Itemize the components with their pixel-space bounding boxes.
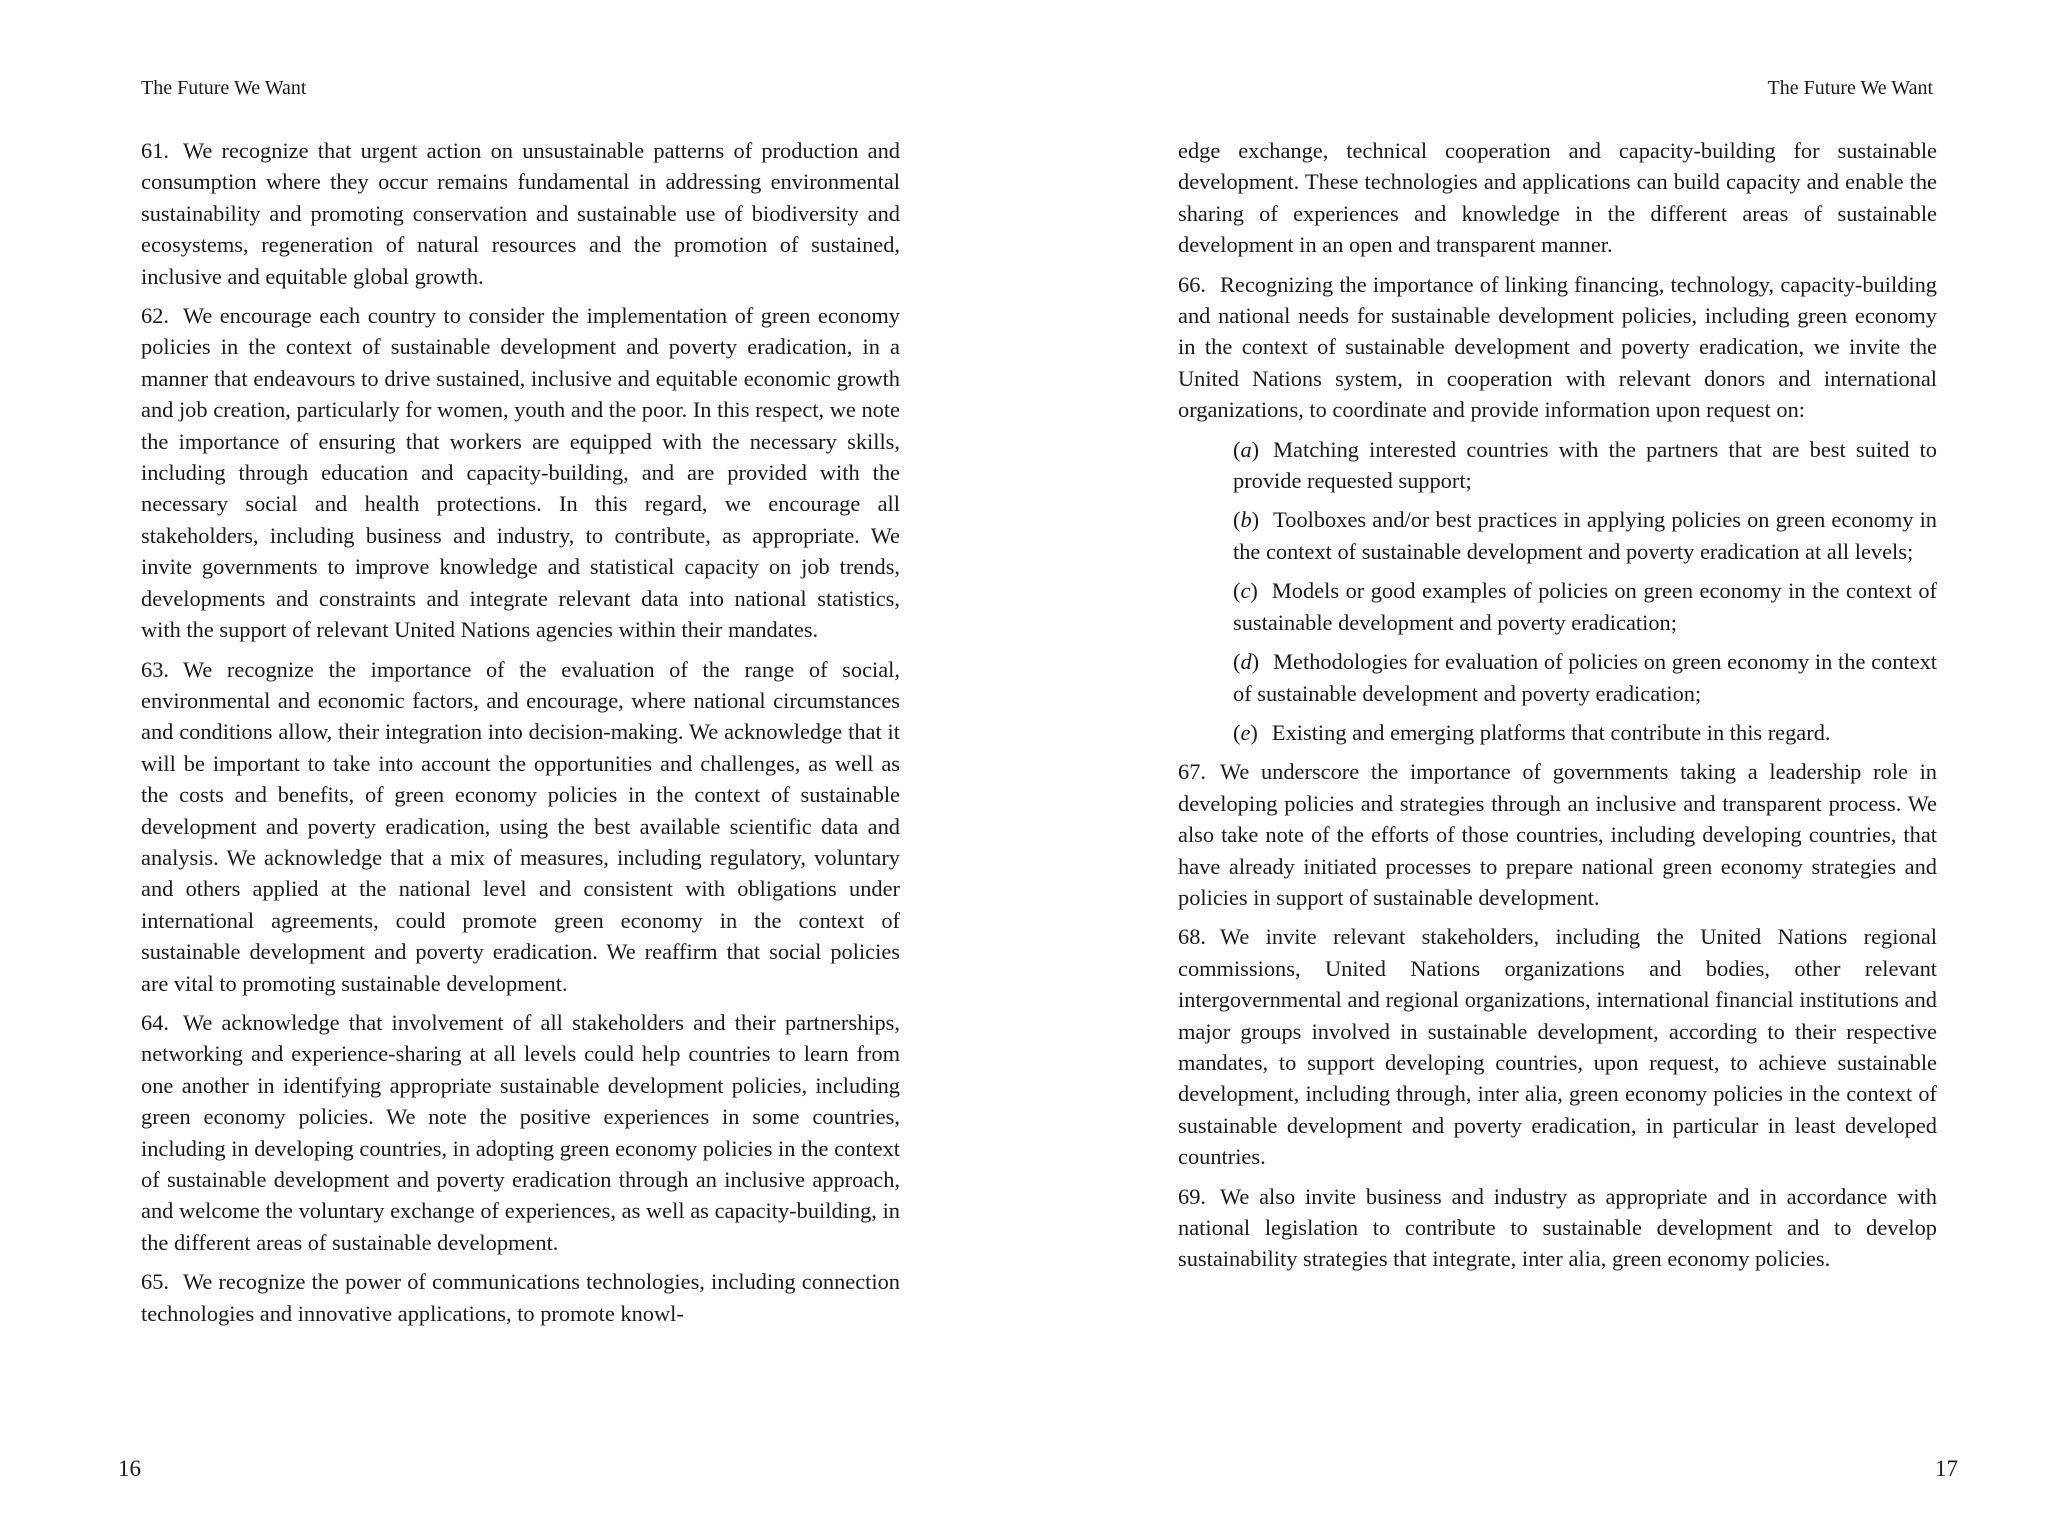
- paragraph-text: We recognize the importance of the evaluation of the range of social, environmental and economic factors, and encourage, where national circumstances and conditions allow, their integration into decision-making. We acknowledge that it will be important to take into account the opportunities and challenges, as well as the costs and benefits, of green economy policies in the context of sustainable development and poverty eradication, using the best available scientific data and analysis. We acknowledge that a mix of measures, including regulatory, voluntary and others applied at the national level and consistent with obligations under international agreements, could promote green economy in the context of sustainable development and poverty eradication. We reaffirm that social policies are vital to promoting sustainable development.: [141, 656, 900, 996]
- page-number: 16: [118, 1456, 141, 1481]
- paragraph-69: [1178, 1181, 1937, 1275]
- list-item-letter: (c): [1233, 578, 1258, 604]
- list-item-d: [1233, 646, 1937, 709]
- text-column: [1178, 135, 1937, 1283]
- paragraph-number: 66.: [1178, 271, 1206, 297]
- paragraph-text: We acknowledge that involvement of all stakeholders and their partnerships, networking and experience-sharing at all levels could help countries to learn from one another in identifying appropriate sustainable development policies, including green economy policies. We note the positive experiences in some countries, including in developing countries, in adopting green economy policies in the context of sustainable development and poverty eradication through an inclusive approach, and welcome the voluntary exchange of experiences, as well as capacity-building, in the different areas of sustainable development.: [141, 1009, 900, 1255]
- list-item-text: Models or good examples of policies on green economy in the context of sustainable development and poverty eradication;: [1233, 578, 1937, 635]
- paragraph-63: [141, 654, 900, 999]
- list-item-letter: (a): [1233, 436, 1260, 462]
- paragraph-text: We invite relevant stakeholders, including the United Nations regional commissions, United Nations organizations and bodies, other relevant intergovernmental and regional organizations, international financial institutions and major groups involved in sustainable development, according to their respective mandates, to support developing countries, upon request, to achieve sustainable development, including through, inter alia, green economy policies in the context of sustainable development and poverty eradication, in particular in least developed countries.: [1178, 924, 1937, 1170]
- paragraph-text: We recognize that urgent action on unsustainable patterns of production and consumption where they occur remains fundamental in addressing environmental sustainability and promoting conservation and sustainable use of biodiversity and ecosystems, regeneration of natural resources and the promotion of sustained, inclusive and equitable global growth.: [141, 138, 900, 289]
- list-item-text: Existing and emerging platforms that contribute in this regard.: [1271, 719, 1831, 745]
- list-item-text: Matching interested countries with the partners that are best suited to provide requested support;: [1233, 436, 1937, 494]
- paragraph-64: [141, 1007, 900, 1258]
- paragraph-number: 68.: [1178, 924, 1206, 950]
- paragraph-number: 67.: [1178, 759, 1206, 785]
- list-item-letter: (d): [1233, 649, 1260, 675]
- paragraph-text: We also invite business and industry as appropriate and in accordance with national legislation to contribute to sustainable development and to develop sustainability strategies that integrate, inter alia, green economy policies.: [1178, 1183, 1937, 1272]
- list-item-e: [1233, 717, 1937, 748]
- right-page: [1024, 0, 2048, 1536]
- paragraph-65-continued: edge exchange, technical cooperation and capacity-building for sustainable development. These technologies and applications can build capacity and enable the sharing of experiences and knowledge in the different areas of sustainable development in an open and transparent manner.: [1178, 138, 1937, 258]
- paragraph-text: Recognizing the importance of linking financing, technology, capacity-building and national needs for sustainable development policies, including green economy in the context of sustainable development and poverty eradication, we invite the United Nations system, in cooperation with relevant donors and international organizations, to coordinate and provide information upon request on:: [1178, 271, 1937, 423]
- text-column: [141, 135, 900, 1337]
- list-item-a: [1233, 434, 1937, 497]
- paragraph-text: We underscore the importance of governments taking a leadership role in developing policies and strategies through an inclusive and transparent process. We also take note of the efforts of those countries, including developing countries, that have already initiated processes to prepare national green economy strategies and policies in support of sustainable development.: [1178, 759, 1937, 910]
- paragraph-text: We encourage each country to consider the implementation of green economy policies in the context of sustainable development and poverty eradication, in a manner that endeavours to drive sustained, inclusive and equitable economic growth and job creation, particularly for women, youth and the poor. In this respect, we note the importance of ensuring that workers are equipped with the necessary skills, including through education and capacity-building, and are provided with the necessary social and health protections. In this regard, we encourage all stakeholders, including business and industry, to contribute, as appropriate. We invite governments to improve knowledge and statistical capacity on job trends, developments and constraints and integrate relevant data into national statistics, with the support of relevant United Nations agencies within their mandates.: [141, 303, 900, 643]
- paragraph-number: 64.: [141, 1009, 169, 1035]
- page-number: 17: [1935, 1456, 1958, 1481]
- paragraph-number: 63.: [141, 656, 169, 682]
- list-item-letter: (e): [1233, 719, 1258, 745]
- paragraph-text: We recognize the power of communications technologies, including connection technologies and innovative applications, to promote knowl-: [141, 1269, 900, 1326]
- list-item-b: [1233, 504, 1937, 567]
- list-item-text: Toolboxes and/or best practices in applying policies on green economy in the context of sustainable development and poverty eradication at all levels;: [1233, 507, 1937, 564]
- paragraph-number: 65.: [141, 1269, 169, 1295]
- paragraph-68: [1178, 921, 1937, 1172]
- paragraph-65: [141, 1266, 900, 1329]
- list-item-letter: (b): [1233, 507, 1260, 533]
- list-item-text: Methodologies for evaluation of policies on green economy in the context of sustainable development and poverty eradication;: [1233, 649, 1937, 706]
- paragraph-62: [141, 300, 900, 645]
- running-head: The Future We Want: [141, 77, 307, 99]
- list-item-c: [1233, 575, 1937, 638]
- paragraph-number: 69.: [1178, 1183, 1206, 1209]
- paragraph-number: 62.: [141, 303, 169, 329]
- running-head: The Future We Want: [1767, 77, 1933, 99]
- paragraph-61: [141, 135, 900, 292]
- paragraph-67: [1178, 756, 1937, 913]
- paragraph-number: 61.: [141, 138, 169, 163]
- paragraph-66: [1178, 269, 1937, 426]
